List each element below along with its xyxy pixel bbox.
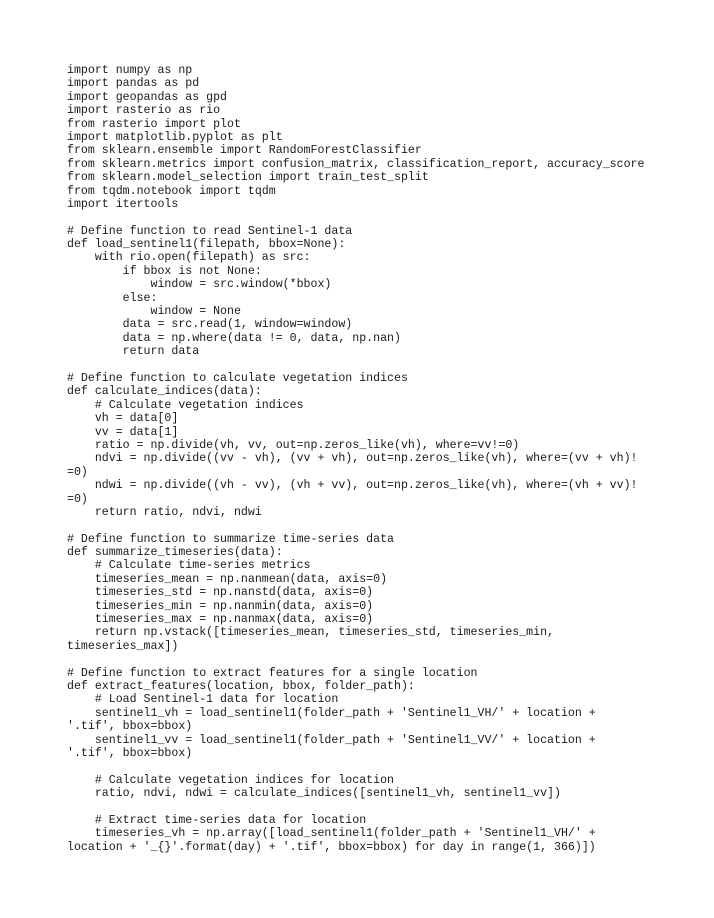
code-line: # Calculate vegetation indices xyxy=(67,398,304,412)
code-line: ratio = np.divide(vh, vv, out=np.zeros_like(vh), where=vv!=0) xyxy=(67,438,520,452)
code-line: # Load Sentinel-1 data for location xyxy=(67,693,339,707)
code-line: def calculate_indices(data): xyxy=(67,385,262,399)
code-line: import matplotlib.pyplot as plt xyxy=(67,130,283,144)
code-line: import numpy as np xyxy=(67,64,193,77)
code-line: timeseries_min = np.nanmin(data, axis=0) xyxy=(67,599,374,613)
code-line: from tqdm.notebook import tqdm xyxy=(67,184,276,198)
code-line xyxy=(67,211,667,224)
code-line: timeseries_max]) xyxy=(67,639,179,653)
code-line: import rasterio as rio xyxy=(67,104,221,118)
code-line: with rio.open(filepath) as src: xyxy=(67,251,311,265)
code-line: from sklearn.model_selection import train_test_split xyxy=(67,171,429,185)
code-line: ndvi = np.divide((vv - vh), (vv + vh), out=np.zeros_like(vh), where=(vv + vh)! xyxy=(67,452,638,466)
code-line xyxy=(67,519,667,532)
code-line: timeseries_mean = np.nanmean(data, axis=0) xyxy=(67,572,388,586)
code-line: def extract_features(location, bbox, folder_path): xyxy=(67,679,415,693)
code-line xyxy=(67,760,667,773)
code-line: timeseries_max = np.nanmax(data, axis=0) xyxy=(67,613,374,627)
code-block xyxy=(67,64,667,854)
code-line: # Extract time-series data for location xyxy=(67,813,367,827)
code-line: import itertools xyxy=(67,197,179,211)
code-line xyxy=(67,653,667,666)
code-line xyxy=(67,800,667,813)
code-line: ndwi = np.divide((vh - vv), (vh + vv), out=np.zeros_like(vh), where=(vh + vv)! xyxy=(67,479,638,493)
code-line: data = np.where(data != 0, data, np.nan) xyxy=(67,331,401,345)
code-line: =0) xyxy=(67,492,88,506)
code-line: # Define function to summarize time-series data xyxy=(67,532,394,546)
code-line: timeseries_vh = np.array([load_sentinel1(folder_path + 'Sentinel1_VH/' + xyxy=(67,827,596,841)
code-line: import geopandas as gpd xyxy=(67,90,228,104)
code-line: return data xyxy=(67,345,200,359)
code-line: sentinel1_vv = load_sentinel1(folder_path + 'Sentinel1_VV/' + location + xyxy=(67,733,596,747)
code-line: '.tif', bbox=bbox) xyxy=(67,720,193,734)
code-line: else: xyxy=(67,291,158,305)
code-line xyxy=(67,359,667,372)
code-line: =0) xyxy=(67,465,88,479)
code-line: # Calculate time-series metrics xyxy=(67,559,311,573)
code-line: vv = data[1] xyxy=(67,425,179,439)
code-line: vh = data[0] xyxy=(67,412,179,426)
code-line: timeseries_std = np.nanstd(data, axis=0) xyxy=(67,586,374,600)
code-line: import pandas as pd xyxy=(67,77,200,91)
code-line: window = src.window(*bbox) xyxy=(67,278,332,292)
code-line: # Define function to read Sentinel-1 data xyxy=(67,224,353,238)
code-line: if bbox is not None: xyxy=(67,264,262,278)
code-line: ratio, ndvi, ndwi = calculate_indices([sentinel1_vh, sentinel1_vv]) xyxy=(67,787,561,801)
code-line: return ratio, ndvi, ndwi xyxy=(67,505,262,519)
code-line: return np.vstack([timeseries_mean, timeseries_std, timeseries_min, xyxy=(67,626,555,640)
code-line: # Define function to extract features for a single location xyxy=(67,666,478,680)
code-line: data = src.read(1, window=window) xyxy=(67,318,353,332)
code-line: sentinel1_vh = load_sentinel1(folder_path + 'Sentinel1_VH/' + location + xyxy=(67,706,596,720)
code-line: def load_sentinel1(filepath, bbox=None): xyxy=(67,238,346,252)
code-line: location + '_{}'.format(day) + '.tif', bbox=bbox) for day in range(1, 366)]) xyxy=(67,840,596,854)
code-line: # Define function to calculate vegetation indices xyxy=(67,371,408,385)
code-line: from sklearn.ensemble import RandomForestClassifier xyxy=(67,144,422,158)
code-line: # Calculate vegetation indices for location xyxy=(67,773,394,787)
code-line: '.tif', bbox=bbox) xyxy=(67,746,193,760)
code-line: from rasterio import plot xyxy=(67,117,241,131)
code-line: from sklearn.metrics import confusion_matrix, classification_report, accuracy_score xyxy=(67,157,645,171)
code-line: window = None xyxy=(67,305,241,319)
code-line: def summarize_timeseries(data): xyxy=(67,546,283,560)
